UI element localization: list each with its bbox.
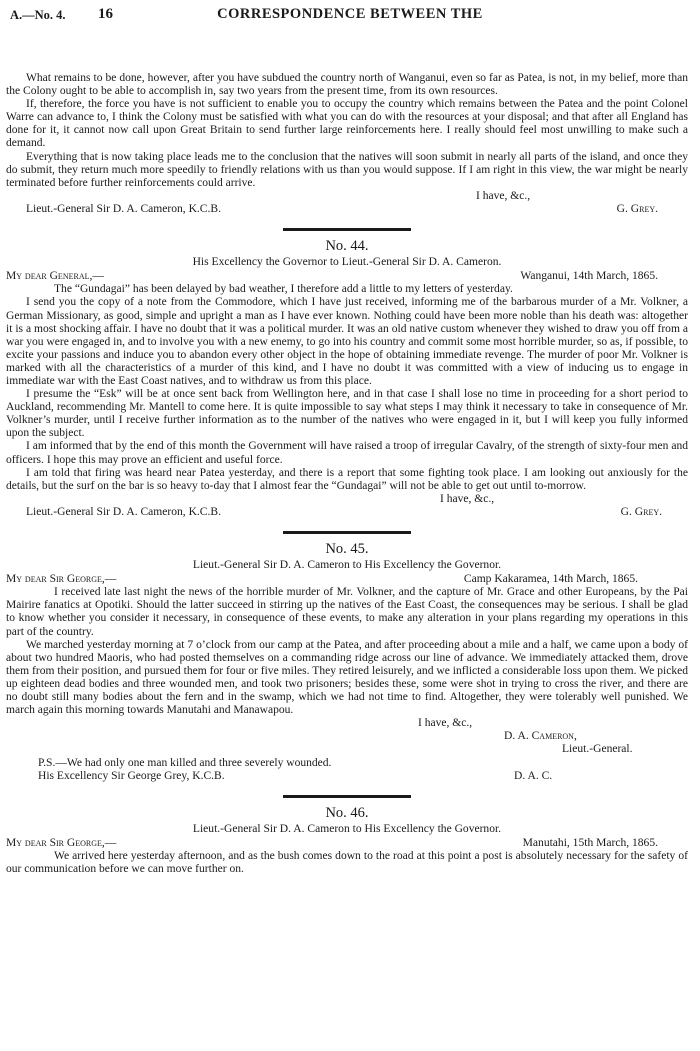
letter-heading: His Excellency the Governor to Lieut.-General Sir D. A. Cameron. [192,256,502,269]
salutation-row [6,837,688,850]
place-date: Manutahi, 15th March, 1865. [522,836,658,849]
letter-44 [6,228,688,519]
signature-title-row [6,743,688,756]
addressee-row [6,770,688,783]
closing-row [6,717,688,730]
document-reference: A.—No. 4. [10,8,66,22]
addressee: Lieut.-General Sir D. A. Cameron, K.C.B. [26,202,221,215]
letter-heading: Lieut.-General Sir D. A. Cameron to His Excellency the Governor. [192,822,502,835]
signature: G. Grey. [620,505,662,518]
intro-section [6,72,688,216]
section-divider [283,795,411,798]
initials: D. A. C. [514,769,553,782]
salutation-row [6,573,688,586]
letter-46 [6,795,688,876]
postscript-row [6,757,688,770]
salutation: My dear Sir George,— [6,573,117,586]
signature-row [6,730,688,743]
closing: I have, &c., [440,492,495,505]
paragraph: I am informed that by the end of this month the Government will have raised a troop of irregular Cavalry, of the strength of sixty-four men and officers. I hope this may prove an efficient and useful force. [6,440,688,466]
salutation-row [6,270,688,283]
letter-heading: Lieut.-General Sir D. A. Cameron to His Excellency the Governor. [192,559,502,572]
paragraph: Everything that is now taking place leads me to the conclusion that the natives will soon submit in nearly all parts of the island, and once they do submit, they return much more speedily to friendly relations with us than you would suppose. If I am right in this view, the war might be nearly terminated before further reinforcements could arrive. [6,150,688,189]
closing: I have, &c., [476,189,531,202]
letter-number: No. 44. [325,238,369,255]
addressee: His Excellency Sir George Grey, K.C.B. [38,769,225,782]
document-body [6,72,688,876]
closing-row [6,493,688,506]
signature-title: Lieut.-General. [562,743,633,756]
page-header [10,6,690,28]
paragraph: What remains to be done, however, after you have subdued the country north of Wanganui, even so far as Patea, is not, in my belief, more than the Colony ought to be able to accomplish in, say two years from the present time, from its own resources. [6,72,688,98]
place-date: Wanganui, 14th March, 1865. [520,270,658,283]
salutation: My dear General,— [6,270,104,283]
page-title: CORRESPONDENCE BETWEEN THE [217,6,483,22]
paragraph: We arrived here yesterday afternoon, and as the bush comes down to the road at this point a post is absolutely necessary for the safety of our communication before we can move further on. [6,849,688,876]
salutation: My dear Sir George,— [6,836,117,849]
addressee: Lieut.-General Sir D. A. Cameron, K.C.B. [26,505,221,518]
closing-row [6,190,688,203]
section-divider [283,228,411,231]
paragraph: The “Gundagai” has been delayed by bad weather, I therefore add a little to my letters of yesterday. [54,283,513,296]
signature: D. A. Cameron, [504,730,577,743]
section-divider [283,531,411,534]
letter-number: No. 46. [325,804,369,821]
place-date: Camp Kakaramea, 14th March, 1865. [463,573,638,586]
page-number: 16 [98,6,113,22]
signature-row [6,506,688,519]
signature-row [6,203,688,216]
paragraph: I send you the copy of a note from the Commodore, which I have just received, informing me of the barbarous murder of a Mr. Volkner, a German Missionary, as good, simple and upright a man as I have ever known. Nothing could have been more noble than his death was: altogether it is a most shocking affair. I have no doubt that it was a political murder. It was an old native custom whenever they wished to draw you off from a war you were engaged in, and to involve you with a new enemy, to go into his country and commit some most horrible murder, so as, if possible, to excite your passions and induce you to abandon every other object in the hope of obtaining immediate revenge. The murder of poor Mr. Volkner is marked with all the characteristics of a murder of this kind, and I have no doubt it was committed with a view of inducing us to engage in immediate war with the East Coast natives, and to withdraw us from this place. [6,296,688,387]
paragraph: I received late last night the news of the horrible murder of Mr. Volkner, and the capture of Mr. Grace and other Europeans, by the Pai Mairire fanatics at Opotiki. Should the latter succeed in stirring up the natives of the East Coast, the consequences may be serious. I shall be glad to know whether you consider it necessary, in consequence of these events, to make any alteration in your plans regarding my operations in this part of the country. [6,586,688,638]
letter-number: No. 45. [325,541,369,557]
letter-45 [6,531,688,783]
paragraph: I presume the “Esk” will be at once sent back from Wellington here, and in that case I shall lose no time in proceeding for a short period to Auckland, recommending Mr. Mantell to come here. It is quite impossible to say what steps I may think it necessary to take in consequence of Mr. Volkner’s murder, until I receive further information as to the number of the natives who were engaged in it, but I will keep you fully informed upon the subject. [6,388,688,440]
paragraph: I am told that firing was heard near Patea yesterday, and there is a report that some fighting took place. I am looking out anxiously for the details, but the surf on the bar is so heavy to-day that I almost fear the “Gundagai” will not be able to get out until to-morrow. [6,466,688,492]
closing: I have, &c., [418,717,473,730]
postscript: P.S.—We had only one man killed and three severely wounded. [38,756,332,769]
paragraph: If, therefore, the force you have is not sufficient to enable you to occupy the country which remains between the Patea and the point Colonel Warre can advance to, I think the Colony must be satisfied with what you can do with the resources at your disposal; and that after all England has done for it, it cannot now call upon Great Britain to send further large reinforcements here. I really should feel most unwilling to make such a demand. [6,98,688,150]
signature: G. Grey. [616,202,658,215]
paragraph: We marched yesterday morning at 7 o’clock from our camp at the Patea, and after proceeding about a mile and a half, we came upon a body of about two hundred Maoris, who had posted themselves on a commanding ridge across our line of advance. We immediately attacked them, drove them from their position, and pursued them for four or five miles. They retired leisurely, and we inflicted a considerable loss upon them. We picked up eighteen dead bodies and three wounded men, and took two prisoners; besides these, some were shot in trying to cross the river, and there are no doubt still many bodies about the fern and in the swamp, which we had not time to find. Altogether, they were tolerably well punished. We march again this morning towards Manutahi and Manawapou. [6,638,688,717]
